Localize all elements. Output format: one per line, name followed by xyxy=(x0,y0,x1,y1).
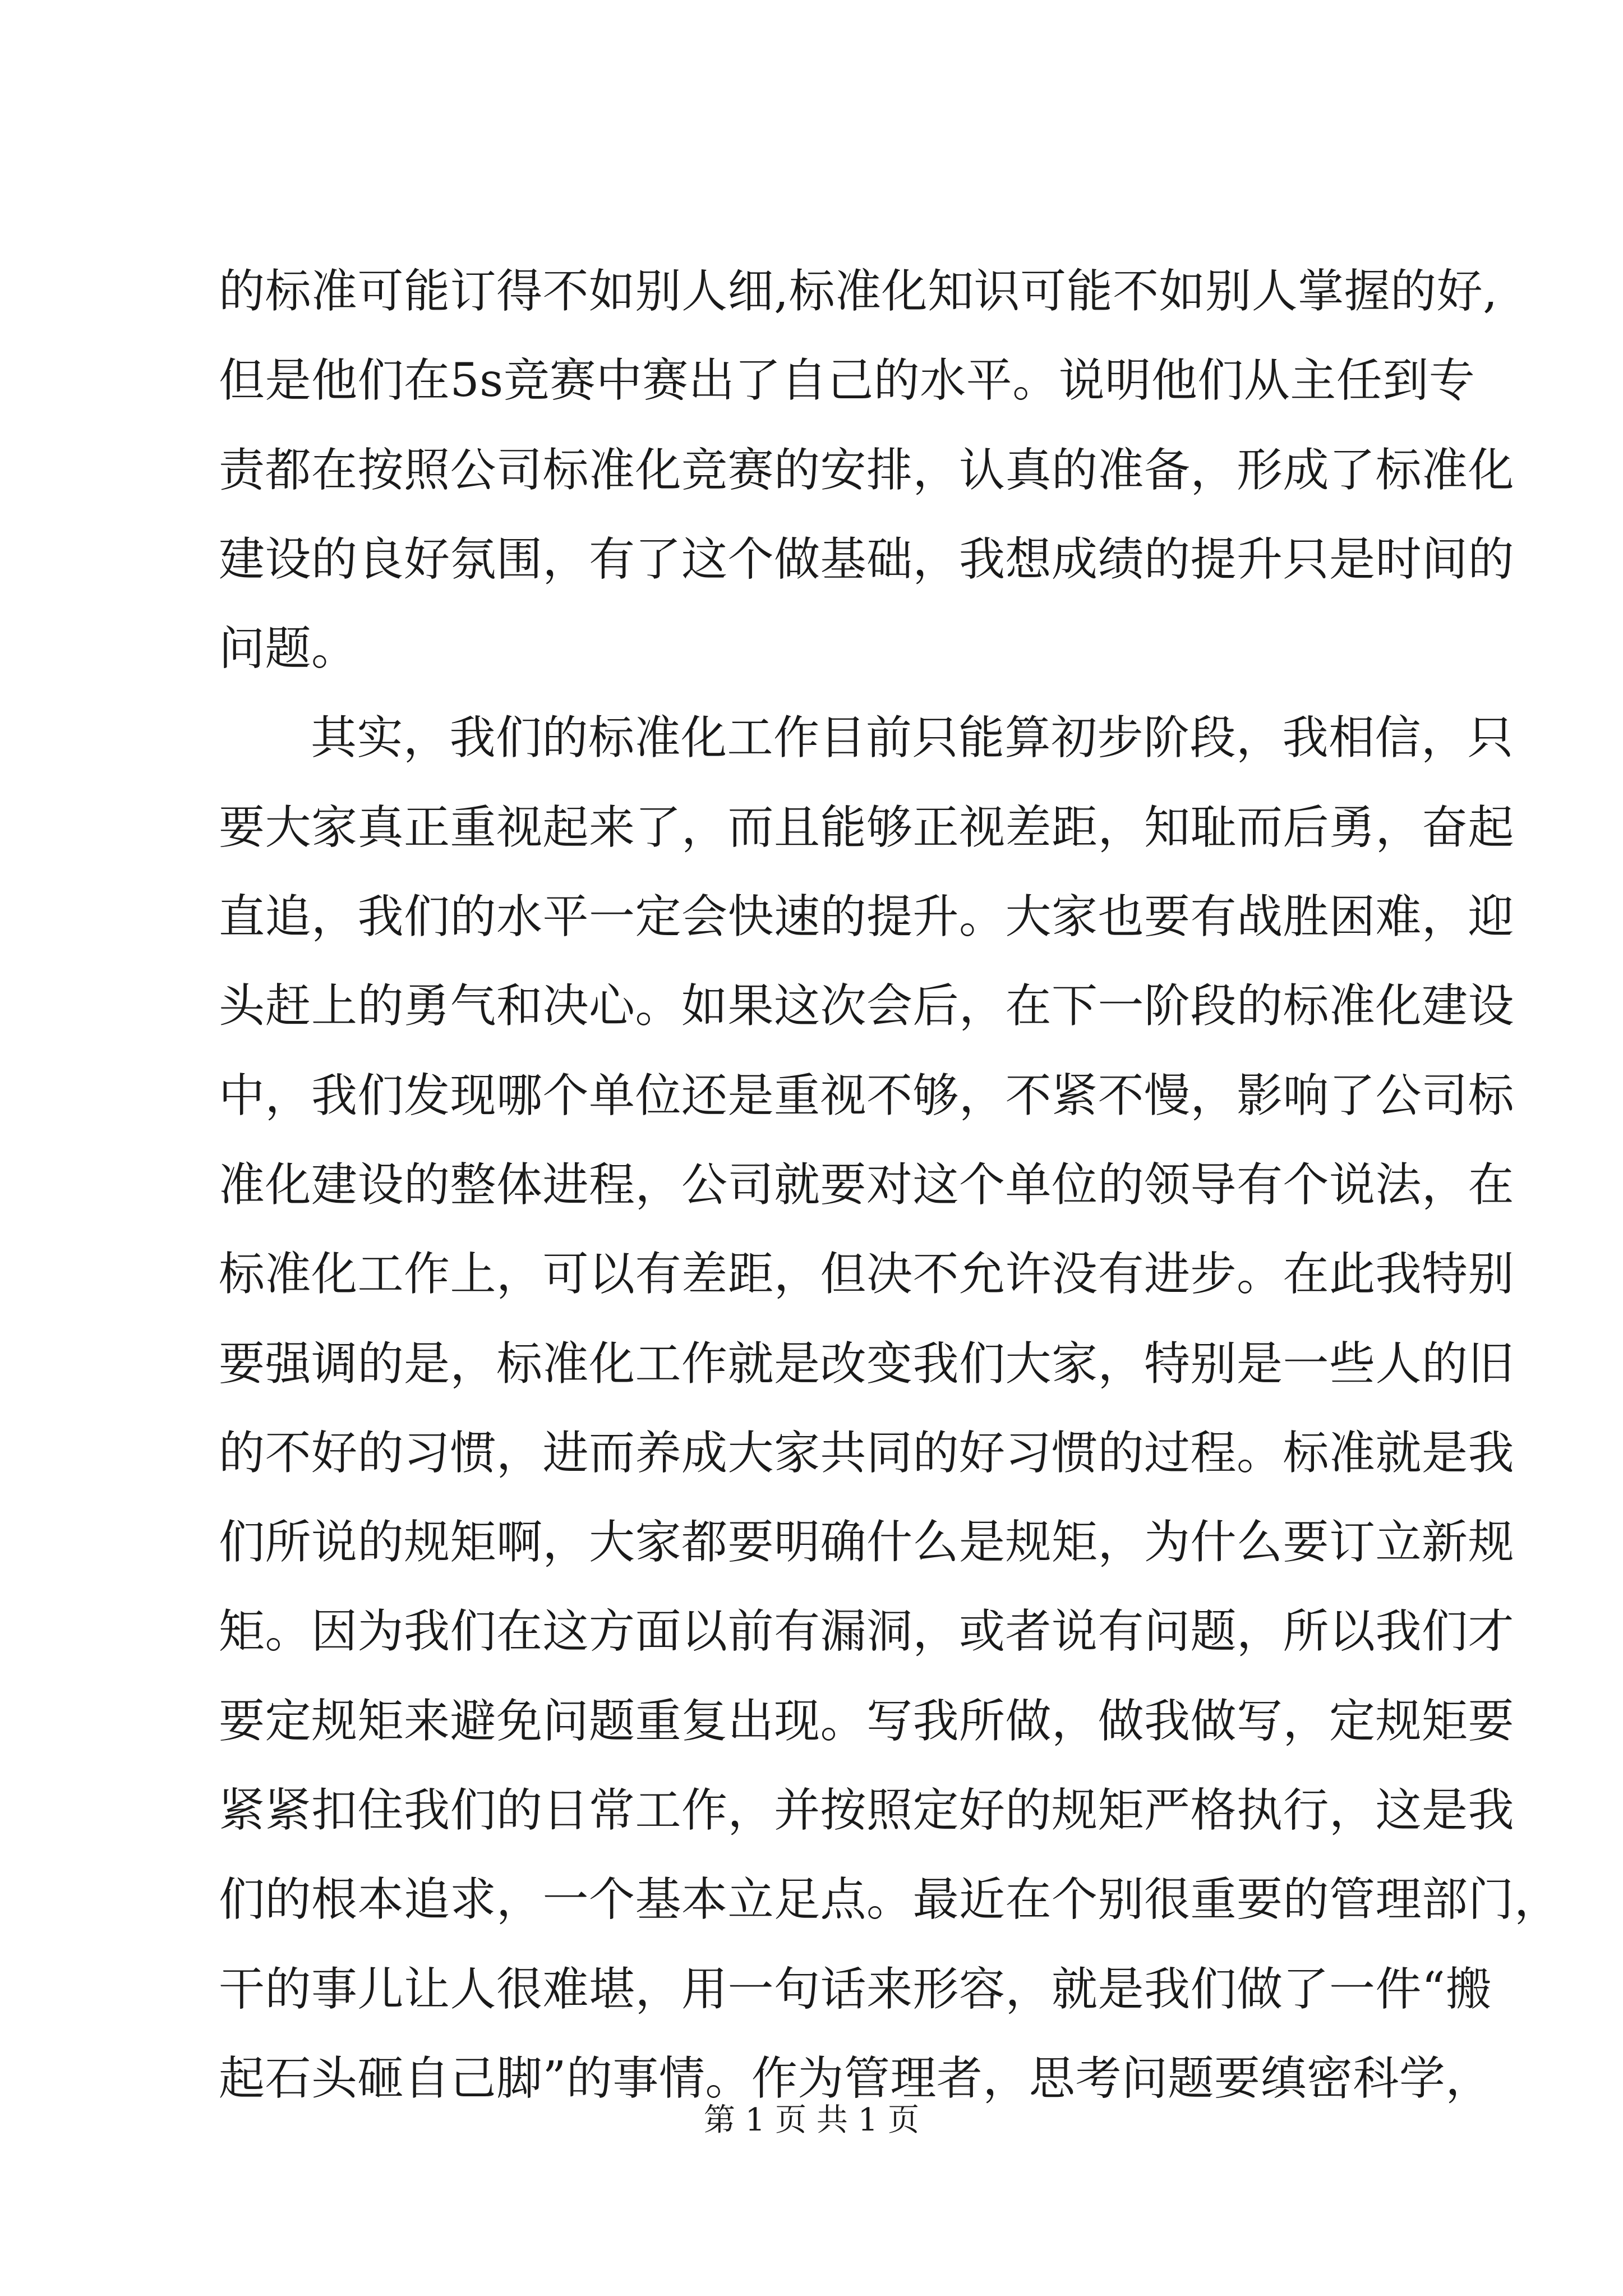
text-line: 要大家真正重视起来了，而且能够正视差距，知耻而后勇，奋起 xyxy=(219,800,1515,854)
text-line: 但是他们在5s竞赛中赛出了自己的水平。说明他们从主任到专 xyxy=(219,354,1476,408)
text-line: 要强调的是，标准化工作就是改变我们大家，特别是一些人的旧 xyxy=(219,1337,1515,1391)
text-line: 问题。 xyxy=(219,622,358,676)
text-line: 起石头砸自己脚”的事情。作为管理者，思考问题要缜密科学， xyxy=(219,2051,1492,2105)
text-line: 头赶上的勇气和决心。如果这次会后，在下一阶段的标准化建设 xyxy=(219,979,1515,1033)
page-number-footer: 第 1 页 共 1 页 xyxy=(703,2102,920,2138)
body-text xyxy=(219,247,1561,2123)
paragraph-first-line: 其实，我们的标准化工作目前只能算初步阶段，我相信，只 xyxy=(311,711,1514,765)
text-line: 直追，我们的水平一定会快速的提升。大家也要有战胜困难，迎 xyxy=(219,890,1515,944)
text-line: 紧紧扣住我们的日常工作，并按照定好的规矩严格执行，这是我 xyxy=(219,1784,1515,1838)
text-line: 建设的良好氛围，有了这个做基础，我想成绩的提升只是时间的 xyxy=(219,532,1515,586)
text-line: 准化建设的整体进程，公司就要对这个单位的领导有个说法，在 xyxy=(219,1158,1515,1212)
text-line: 们所说的规矩啊，大家都要明确什么是规矩，为什么要订立新规 xyxy=(219,1516,1515,1570)
text-line: 干的事儿让人很难堪，用一句话来形容，就是我们做了一件“搬 xyxy=(219,1962,1492,2016)
text-line: 的标准可能订得不如别人细,标准化知识可能不如别人掌握的好, xyxy=(219,265,1498,318)
text-line: 的不好的习惯，进而养成大家共同的好习惯的过程。标准就是我 xyxy=(219,1426,1515,1480)
text-line: 要定规矩来避免问题重复出现。写我所做，做我做写，定规矩要 xyxy=(219,1694,1515,1748)
text-line: 中，我们发现哪个单位还是重视不够，不紧不慢，影响了公司标 xyxy=(219,1069,1515,1122)
text-line: 们的根本追求，一个基本立足点。最近在个别很重要的管理部门， xyxy=(219,1873,1561,1927)
text-line: 矩。因为我们在这方面以前有漏洞，或者说有问题，所以我们才 xyxy=(219,1605,1515,1659)
text-line: 标准化工作上，可以有差距，但决不允许没有进步。在此我特别 xyxy=(219,1248,1515,1301)
text-line: 责都在按照公司标准化竞赛的安排，认真的准备，形成了标准化 xyxy=(219,443,1515,497)
